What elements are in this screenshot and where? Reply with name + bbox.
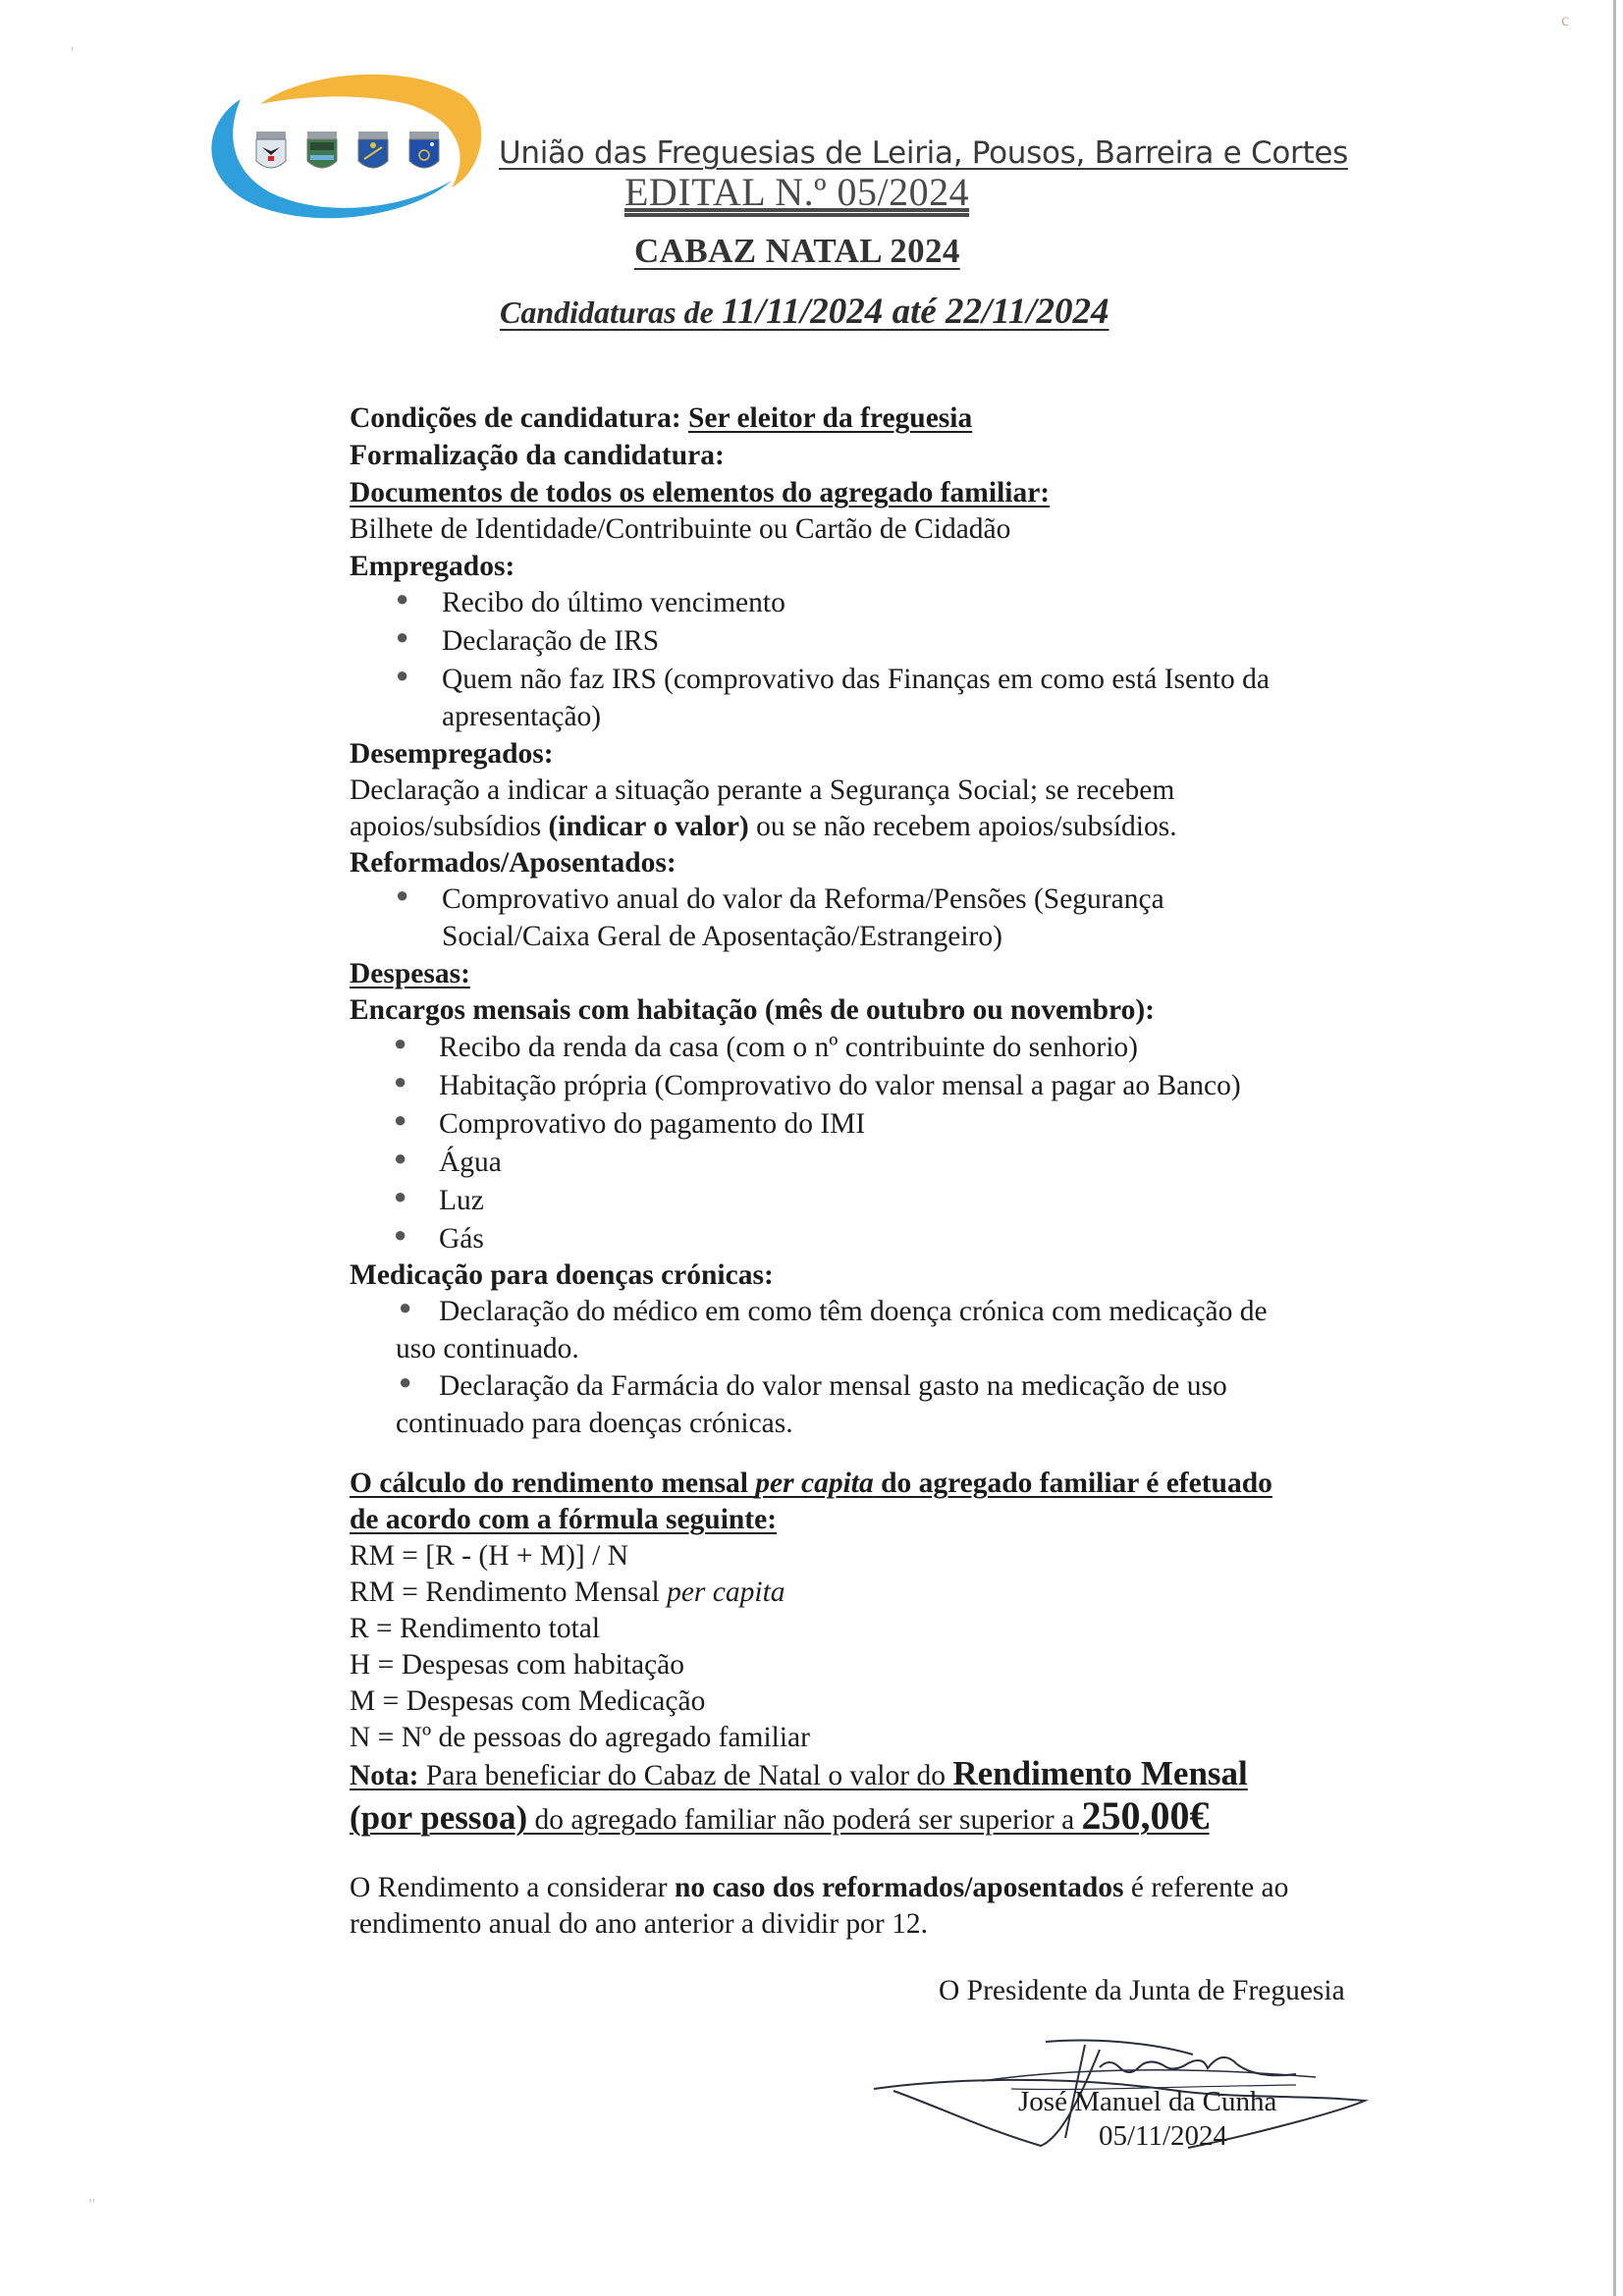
formula-rm-italic: per capita: [667, 1576, 785, 1608]
formula-heading-italic: per capita: [755, 1468, 874, 1499]
employed-heading: Empregados:: [350, 551, 515, 582]
period-prefix: Candidaturas de: [500, 294, 722, 330]
medication-item-continuation: uso continuado.: [396, 1333, 579, 1364]
bullet-icon: ●: [399, 1295, 412, 1319]
bullet-icon: ●: [396, 882, 409, 907]
documents-text: Bilhete de Identidade/Contribuinte ou Cartão de Cidadão: [350, 513, 1011, 545]
formula-heading-line2: de acordo com a fórmula seguinte:: [350, 1504, 778, 1535]
coat-of-arms-leiria-icon: [256, 132, 286, 168]
coat-of-arms-cortes-icon: [409, 132, 439, 168]
note-label: Nota:: [350, 1760, 419, 1791]
formula-rm-definition: [350, 1575, 785, 1610]
signature-title: O Presidente da Junta de Freguesia: [939, 1975, 1345, 2006]
scan-speck: ": [88, 2195, 96, 2215]
retired-note-emphasis: no caso dos reformados/aposentados: [674, 1872, 1124, 1903]
conditions-value: Ser eleitor da freguesia: [688, 402, 973, 434]
unemployed-text-line1: Declaração a indicar a situação perante a Segurança Social; se recebem: [350, 774, 1175, 806]
medication-item-continuation: continuado para doenças crónicas.: [396, 1408, 793, 1439]
note-amount: 250,00€: [1081, 1793, 1210, 1838]
bullet-icon: ●: [394, 1031, 407, 1055]
edital-number: EDITAL N.º 05/2024: [624, 170, 970, 214]
medication-item: Declaração do médico em como têm doença crónica com medicação de: [439, 1296, 1268, 1327]
employed-item-continuation: apresentação): [442, 701, 602, 732]
coat-of-arms-pousos-icon: [307, 132, 337, 168]
signatory-name: José Manuel da Cunha: [1018, 2086, 1277, 2117]
formula-r-definition: R = Rendimento total: [350, 1613, 601, 1644]
retired-note-line1: [350, 1870, 1288, 1905]
signature-date: 05/11/2024: [1099, 2120, 1228, 2152]
bullet-icon: ●: [396, 624, 409, 649]
bullet-icon: ●: [394, 1146, 407, 1170]
formula-rm-text: RM = Rendimento Mensal: [350, 1576, 668, 1608]
documents-heading: Documentos de todos os elementos do agregado familiar:: [350, 477, 1051, 508]
conditions-line: [350, 400, 972, 436]
retired-item: Comprovativo anual do valor da Reforma/Pensões (Segurança: [442, 883, 1164, 915]
note-line2: [350, 1793, 1210, 1838]
unemployed-text-line2: [350, 809, 1177, 844]
housing-heading: Encargos mensais com habitação (mês de outubro ou novembro):: [350, 994, 1155, 1026]
retired-item-continuation: Social/Caixa Geral de Aposentação/Estrangeiro): [442, 921, 1002, 952]
note-emphasis: (por pessoa): [350, 1798, 528, 1837]
housing-item: Habitação própria (Comprovativo do valor mensal a pagar ao Banco): [439, 1070, 1241, 1101]
note-emphasis: Rendimento Mensal: [952, 1754, 1248, 1792]
retired-note-text: é referente ao: [1123, 1872, 1289, 1903]
period-separator: até: [883, 292, 947, 332]
note-text: do agregado familiar não poderá ser superior a: [527, 1804, 1082, 1836]
scan-edge-line: [1613, 0, 1616, 2296]
logo-orange-swoosh: [260, 75, 481, 187]
housing-item: Luz: [439, 1185, 484, 1216]
bullet-icon: ●: [396, 586, 409, 611]
period-end-date: 22/11/2024: [946, 292, 1109, 332]
bullet-icon: ●: [394, 1069, 407, 1094]
coat-of-arms-barreira-icon: [358, 132, 388, 168]
formula-h-definition: H = Despesas com habitação: [350, 1649, 685, 1681]
retired-note-text: O Rendimento a considerar: [350, 1872, 675, 1903]
formula-m-definition: M = Despesas com Medicação: [350, 1685, 706, 1717]
medication-item: Declaração da Farmácia do valor mensal gasto na medicação de uso: [439, 1370, 1227, 1402]
bullet-icon: ●: [394, 1184, 407, 1208]
document-title: CABAZ NATAL 2024: [634, 232, 960, 270]
housing-item: Água: [439, 1147, 502, 1178]
retired-heading: Reformados/Aposentados:: [350, 847, 676, 879]
note-line1: [350, 1756, 1248, 1793]
application-period: [500, 291, 1109, 333]
bullet-icon: ●: [394, 1222, 407, 1247]
formula-n-definition: N = Nº de pessoas do agregado familiar: [350, 1722, 810, 1753]
formula-heading-text: O cálculo do rendimento mensal: [350, 1468, 756, 1499]
unemployed-emphasis: (indicar o valor): [548, 811, 749, 842]
unemployed-text: ou se não recebem apoios/subsídios.: [748, 811, 1177, 842]
bullet-icon: ●: [394, 1107, 407, 1132]
formula-equation: RM = [R - (H + M)] / N: [350, 1540, 629, 1572]
unemployed-text: apoios/subsídios: [350, 811, 549, 842]
conditions-label: Condições de candidatura:: [350, 402, 681, 434]
organization-name: União das Freguesias de Leiria, Pousos, Barreira e Cortes: [499, 135, 1348, 171]
retired-note-line2: rendimento anual do ano anterior a dividir por 12.: [350, 1908, 929, 1940]
parish-union-logo: [201, 65, 486, 224]
period-start-date: 11/11/2024: [721, 292, 884, 332]
formula-heading-line1: [350, 1466, 1272, 1501]
note-text: Para beneficiar do Cabaz de Natal o valor do: [418, 1760, 953, 1791]
formula-heading-text: do agregado familiar é efetuado: [873, 1468, 1272, 1499]
formalization-heading: Formalização da candidatura:: [350, 440, 725, 471]
housing-item: Recibo da renda da casa (com o nº contribuinte do senhorio): [439, 1032, 1138, 1063]
employed-item: Declaração de IRS: [442, 625, 660, 657]
unemployed-heading: Desempregados:: [350, 738, 554, 770]
employed-item: Recibo do último vencimento: [442, 587, 785, 618]
housing-item: Comprovativo do pagamento do IMI: [439, 1108, 866, 1140]
scan-speck: c: [1561, 10, 1569, 29]
medication-heading: Medicação para doenças crónicas:: [350, 1259, 774, 1291]
employed-item: Quem não faz IRS (comprovativo das Finanças em como está Isento da: [442, 664, 1270, 695]
bullet-icon: ●: [396, 663, 409, 687]
bullet-icon: ●: [399, 1369, 412, 1394]
housing-item: Gás: [439, 1223, 484, 1255]
expenses-heading: Despesas:: [350, 958, 470, 989]
scan-speck: ': [71, 43, 75, 63]
